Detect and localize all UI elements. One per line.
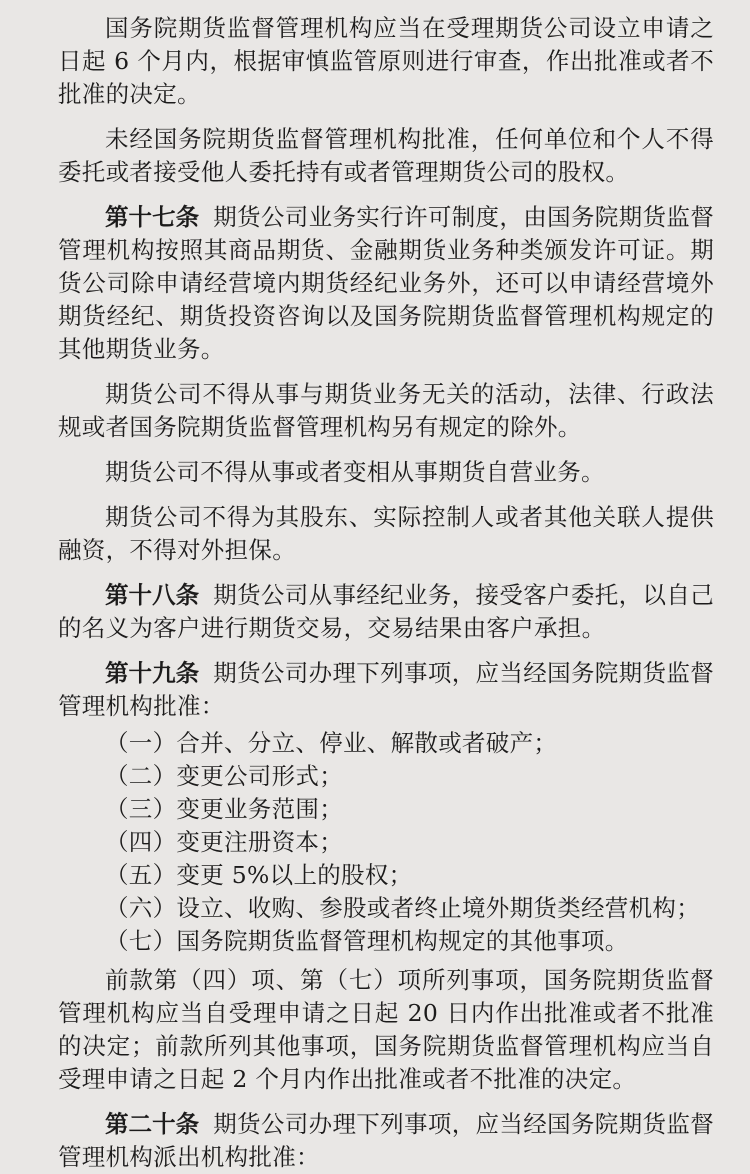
list-item: （六）设立、收购、参股或者终止境外期货类经营机构；	[105, 894, 700, 922]
paragraph	[58, 501, 714, 567]
list-item: （五）变更 5%以上的股权；	[105, 861, 413, 889]
paragraph-text: 期货公司不得为其股东、实际控制人或者其他关联人提供融资，不得对外担保。	[58, 503, 714, 564]
paragraph	[58, 12, 714, 111]
paragraph-text: 期货公司办理下列事项，应当经国务院期货监督管理机构批准：	[58, 659, 714, 720]
paragraph-text: 期货公司办理下列事项，应当经国务院期货监督管理机构派出机构批准：	[58, 1110, 714, 1171]
list-item: （二）变更公司形式；	[105, 762, 343, 790]
list-item: （一）合并、分立、停业、解散或者破产；	[105, 729, 558, 757]
article-17	[58, 201, 714, 366]
article-18	[58, 579, 714, 645]
paragraph	[58, 123, 714, 189]
list-item: （四）变更注册资本；	[105, 828, 343, 856]
article-number: 第十七条	[105, 203, 200, 231]
paragraph-text: 期货公司不得从事或者变相从事期货自营业务。	[105, 458, 605, 486]
paragraph	[58, 964, 714, 1096]
paragraph-text: 未经国务院期货监督管理机构批准，任何单位和个人不得委托或者接受他人委托持有或者管理期货公司的股权。	[58, 125, 714, 186]
paragraph-text: 期货公司不得从事与期货业务无关的活动，法律、行政法规或者国务院期货监督管理机构另有规定的除外。	[58, 380, 714, 441]
paragraph	[58, 456, 714, 489]
paragraph-text: 前款第（四）项、第（七）项所列事项，国务院期货监督管理机构应当自受理申请之日起 20 日内作出批准或者不批准的决定；前款所列其他事项，国务院期货监督管理机构应当自受理申请之日起 2 个月内作出批准或者不批准的决定。	[58, 966, 714, 1093]
paragraph-text: 期货公司业务实行许可制度，由国务院期货监督管理机构按照其商品期货、金融期货业务种类颁发许可证。期货公司除申请经营境内期货经纪业务外，还可以申请经营境外期货经纪、期货投资咨询以及国务院期货监督管理机构规定的其他期货业务。	[58, 203, 714, 363]
item-list	[58, 727, 714, 958]
paragraph	[58, 378, 714, 444]
list-item: （七）国务院期货监督管理机构规定的其他事项。	[105, 927, 629, 955]
article-19	[58, 657, 714, 723]
article-number: 第十九条	[105, 659, 200, 687]
article-number: 第二十条	[105, 1110, 200, 1138]
article-20	[58, 1108, 714, 1174]
article-number: 第十八条	[105, 581, 200, 609]
list-item: （三）变更业务范围；	[105, 795, 343, 823]
paragraph-text: 期货公司从事经纪业务，接受客户委托，以自己的名义为客户进行期货交易，交易结果由客户承担。	[58, 581, 714, 642]
paragraph-text: 国务院期货监督管理机构应当在受理期货公司设立申请之日起 6 个月内，根据审慎监管原则进行审查，作出批准或者不批准的决定。	[58, 14, 714, 108]
